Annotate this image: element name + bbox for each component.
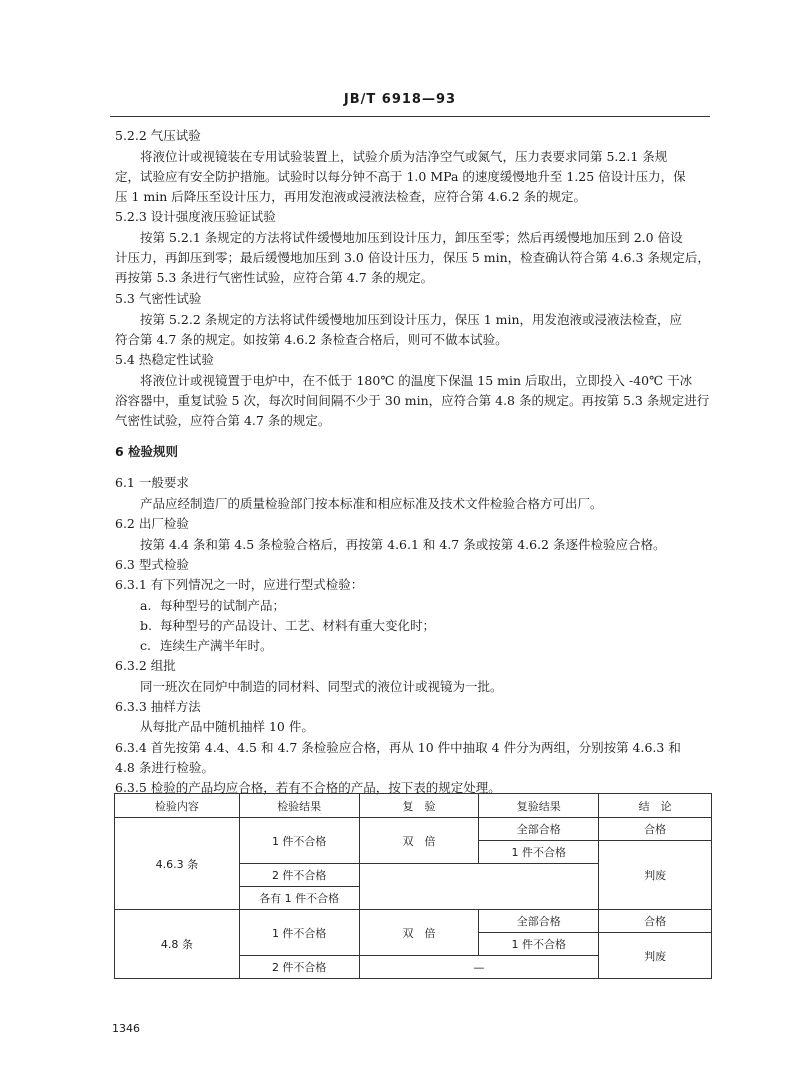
- list-marker: a.: [140, 598, 152, 613]
- table-cell-retest: 双 倍: [359, 818, 479, 864]
- paragraph-line: 产品应经制造厂的质量检验部门按本标准和相应标准及技术文件检验合格方可出厂。: [140, 496, 603, 511]
- table-cell-retest-result: 1 件不合格: [479, 933, 599, 956]
- page-number: 1346: [112, 1022, 140, 1035]
- table-cell-result: 2 件不合格: [239, 956, 359, 979]
- paragraph-line: 将液位计或视镜置于电炉中，在不低于 180℃ 的温度下保温 15 min 后取出，立即投入 -40℃ 干冰: [140, 373, 693, 388]
- section-heading: 6.3.1 有下列情况之一时，应进行型式检验：: [115, 577, 364, 592]
- paragraph-line: 再按第 5.3 条进行气密性试验，应符合第 4.7 条的规定。: [115, 270, 434, 285]
- table-row: [115, 818, 712, 841]
- table-cell-result: 2 件不合格: [239, 864, 359, 887]
- table-cell-dash: —: [359, 956, 599, 979]
- section-heading: 5.2.3 设计强度液压验证试验: [115, 209, 276, 224]
- list-item-text: 每种型号的产品设计、工艺、材料有重大变化时；: [160, 618, 436, 633]
- table-cell-conclusion: 合格: [599, 910, 712, 933]
- paragraph-line: 计压力，再卸压到零；最后缓慢地加压到 3.0 倍设计压力，保压 5 min，检查确认符合第 4.6.3 条规定后，: [115, 250, 710, 265]
- section-heading: 5.4 热稳定性试验: [115, 352, 214, 367]
- list-item-text: 每种型号的试制产品；: [160, 598, 286, 613]
- table-cell-retest-result: 全部合格: [479, 818, 599, 841]
- section-heading: 6.3.5 检验的产品均应合格，若有不合格的产品，按下表的规定处理。: [115, 780, 501, 795]
- list-item-text: 连续生产满半年时。: [160, 638, 273, 653]
- table-cell-result: 1 件不合格: [239, 818, 359, 864]
- section-heading: 6.2 出厂检验: [115, 516, 189, 531]
- table-cell-empty: [359, 864, 599, 910]
- table-cell-conclusion: 判废: [599, 933, 712, 979]
- disposition-table: [114, 793, 712, 979]
- paragraph-line: 定，试验应有安全防护措施。试验时以每分钟不高于 1.0 MPa 的速度缓慢地升至 1.25 倍设计压力，保: [115, 169, 686, 184]
- table-header-cell: 复 验: [359, 794, 479, 818]
- document-header: JB/T 6918—93: [343, 92, 457, 107]
- section-heading: 6 检验规则: [115, 444, 179, 459]
- table-header-cell: 检验内容: [115, 794, 240, 818]
- paragraph-line: 4.8 条进行检验。: [115, 760, 214, 775]
- table-cell-retest-result: 全部合格: [479, 910, 599, 933]
- table-header-cell: 复验结果: [479, 794, 599, 818]
- table-header-cell: 结 论: [599, 794, 712, 818]
- table-cell-item: 4.6.3 条: [115, 818, 240, 910]
- list-marker: c.: [140, 638, 151, 653]
- section-heading: 6.3.2 组批: [115, 658, 176, 673]
- paragraph-line: 压 1 min 后降压至设计压力，再用发泡液或浸液法检查，应符合第 4.6.2 条的规定。: [115, 189, 587, 204]
- paragraph-line: 按第 5.2.1 条规定的方法将试件缓慢地加压到设计压力，卸压至零；然后再缓慢地加压到 2.0 倍设: [140, 230, 683, 245]
- table-cell-retest-result: 1 件不合格: [479, 841, 599, 864]
- table-header-cell: 检验结果: [239, 794, 359, 818]
- header-rule: [110, 116, 710, 117]
- paragraph-line: 从每批产品中随机抽样 10 件。: [140, 719, 314, 734]
- table-row: [115, 910, 712, 933]
- paragraph-line: 按第 5.2.2 条规定的方法将试件缓慢地加压到设计压力，保压 1 min，用发泡液或浸液法检查，应: [140, 312, 683, 327]
- table-header-row: [115, 794, 712, 818]
- paragraph-line: 浴容器中，重复试验 5 次，每次时间间隔不少于 30 min，应符合第 4.8 条的规定。再按第 5.3 条规定进行: [115, 393, 710, 408]
- section-heading: 5.3 气密性试验: [115, 291, 202, 306]
- list-item: [140, 596, 285, 616]
- table-cell-result: 各有 1 件不合格: [239, 887, 359, 910]
- list-marker: b.: [140, 618, 152, 633]
- section-heading: 5.2.2 气压试验: [115, 128, 201, 143]
- section-heading: 6.3.4 首先按第 4.4、4.5 和 4.7 条检验应合格，再从 10 件中抽取 4 件分为两组，分别按第 4.6.3 和: [115, 740, 681, 755]
- section-heading: 6.3.3 抽样方法: [115, 699, 201, 714]
- table-cell-retest: 双 倍: [359, 910, 479, 956]
- section-heading: 6.1 一般要求: [115, 475, 189, 490]
- paragraph-line: 按第 4.4 条和第 4.5 条检验合格后，再按第 4.6.1 和 4.7 条或按第 4.6.2 条逐件检验应合格。: [140, 537, 666, 552]
- list-item: [140, 616, 435, 636]
- table-cell-result: 1 件不合格: [239, 910, 359, 956]
- table-cell-conclusion: 判废: [599, 841, 712, 910]
- table-cell-item: 4.8 条: [115, 910, 240, 979]
- paragraph-line: 气密性试验，应符合第 4.7 条的规定。: [115, 413, 331, 428]
- paragraph-line: 符合第 4.7 条的规定。如按第 4.6.2 条检查合格后，则可不做本试验。: [115, 332, 508, 347]
- paragraph-line: 将液位计或视镜装在专用试验装置上，试验介质为洁净空气或氮气，压力表要求同第 5.2.1 条规: [140, 149, 668, 164]
- table-cell-conclusion: 合格: [599, 818, 712, 841]
- paragraph-line: 同一班次在同炉中制造的同材料、同型式的液位计或视镜为一批。: [140, 679, 503, 694]
- list-item: [140, 636, 273, 656]
- section-heading: 6.3 型式检验: [115, 557, 189, 572]
